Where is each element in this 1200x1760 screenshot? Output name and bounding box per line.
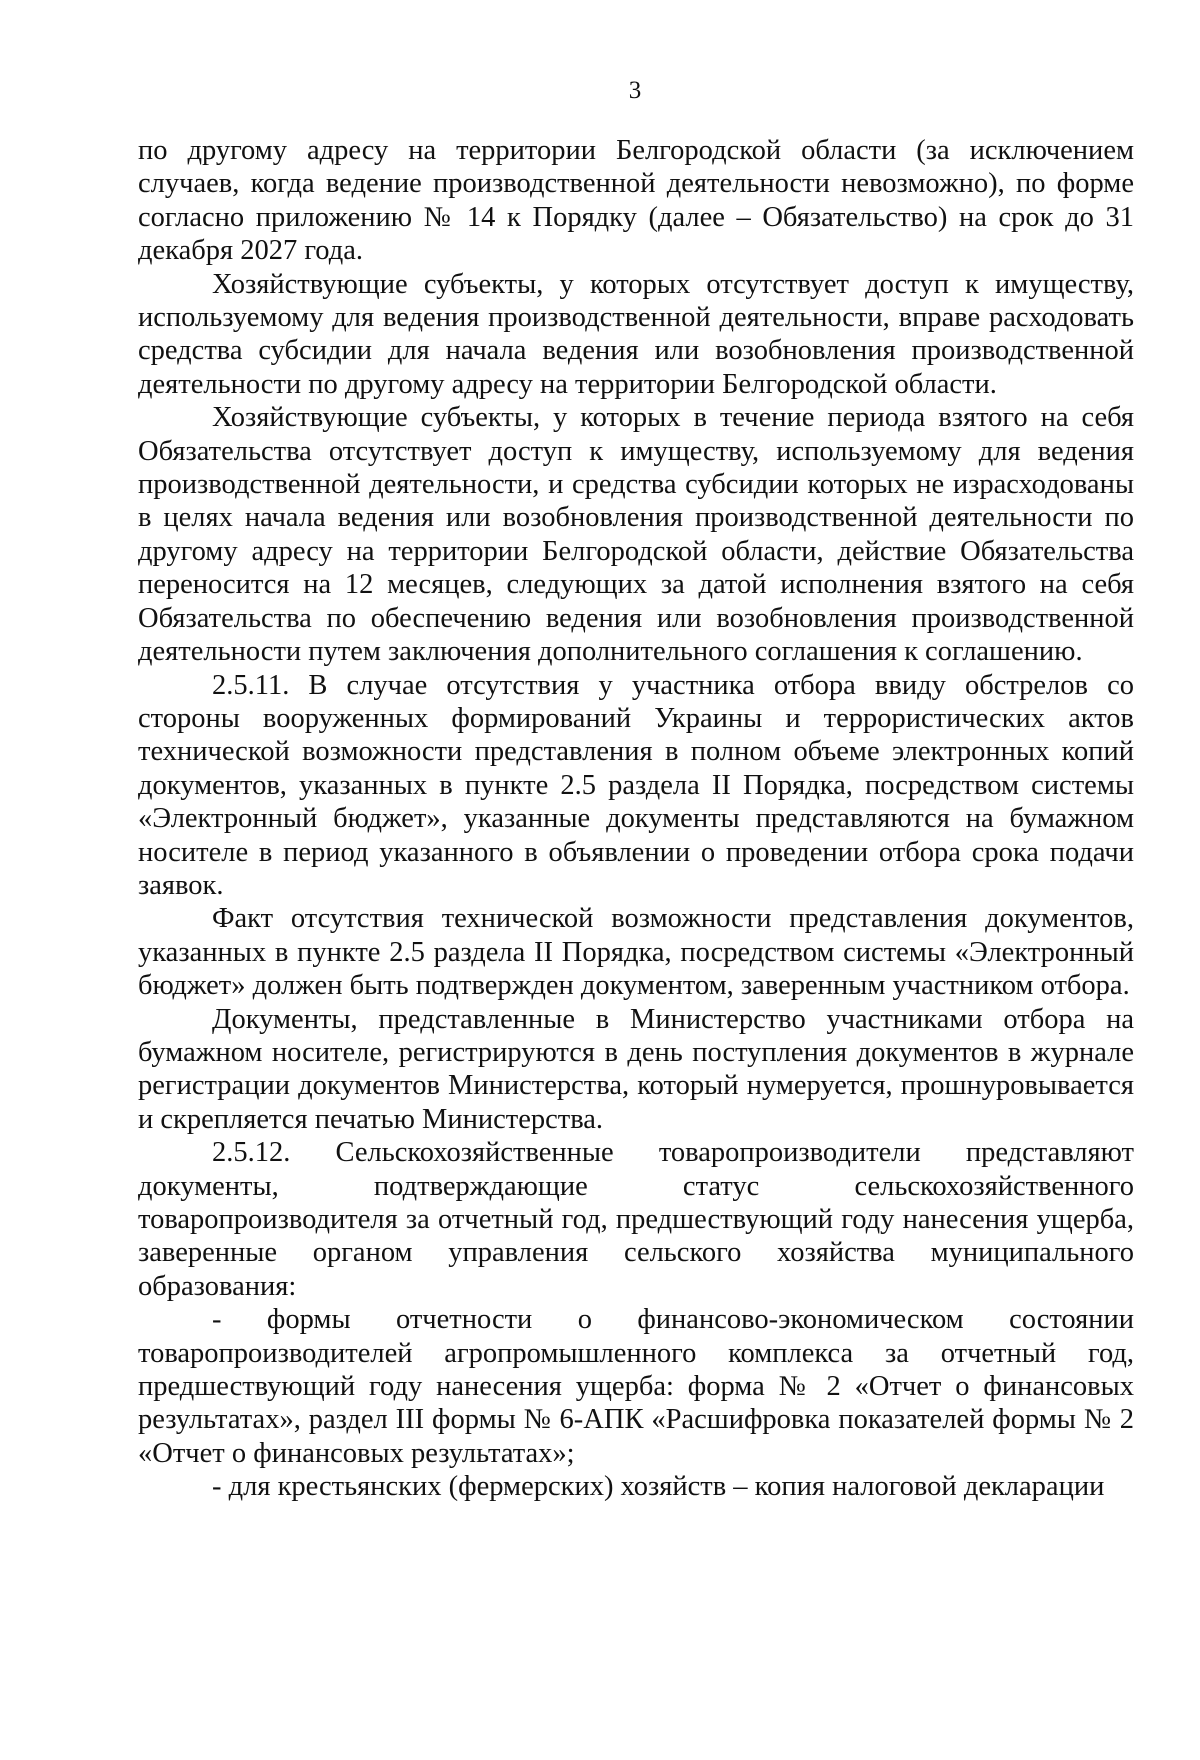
page-number: 3 — [628, 77, 642, 104]
paragraph-2-5-11: 2.5.11. В случае отсутствия у участника отбора ввиду обстрелов со стороны вооруженных формирований Украины и террористических актов технической возможности представления в полном объеме электронных копий документов, указанных в пункте 2.5 раздела II Порядка, посредством системы «Электронный бюджет», указанные документы представляются на бумажном носителе в период указанного в объявлении о проведении отбора срока подачи заявок. — [138, 669, 1134, 901]
paragraph-continuation: по другому адресу на территории Белгородской области (за исключением случаев, когда ведение производственной деятельности невозможно), по форме согласно приложению № 14 к Порядку (далее – Обязательство) на срок до 31 декабря 2027 года. — [138, 135, 1134, 267]
paragraph-technical-impossibility: Факт отсутствия технической возможности представления документов, указанных в пункте 2.5 раздела II Порядка, посредством системы «Электронный бюджет» должен быть подтвержден документом, заверенным участником отбора. — [138, 903, 1134, 1002]
list-item-reporting-forms: - формы отчетности о финансово-экономическом состоянии товаропроизводителей агропромышленного комплекса за отчетный год, предшествующий году нанесения ущерба: форма № 2 «Отчет о финансовых результатах», раздел III формы № 6-АПК «Расшифровка показателей формы № 2 «Отчет о финансовых результатах»; — [138, 1304, 1134, 1469]
document-body — [138, 134, 1134, 1504]
paragraph-obligation-extension: Хозяйствующие субъекты, у которых в течение периода взятого на себя Обязательства отсутствует доступ к имуществу, используемому для ведения производственной деятельности, и средства субсидии которых не израсходованы в целях начала ведения или возобновления производственной деятельности по другому адресу на территории Белгородской области, действие Обязательства переносится на 12 месяцев, следующих за датой исполнения взятого на себя Обязательства по обеспечению ведения или возобновления производственной деятельности путем заключения дополнительного соглашения к соглашению. — [138, 402, 1134, 668]
paragraph-2-5-12: 2.5.12. Сельскохозяйственные товаропроизводители представляют документы, подтверждающие статус сельскохозяйственного товаропроизводителя за отчетный год, предшествующий году нанесения ущерба, заверенные органом управления сельского хозяйства муниципального образования: — [138, 1137, 1134, 1302]
list-item-farm-households: - для крестьянских (фермерских) хозяйств – копия налоговой декларации — [212, 1471, 1105, 1503]
paragraph-paper-documents: Документы, представленные в Министерство участниками отбора на бумажном носителе, регистрируются в день поступления документов в журнале регистрации документов Министерства, который нумеруется, прошнуровывается и скрепляется печатью Министерства. — [138, 1003, 1134, 1135]
paragraph-no-access-property: Хозяйствующие субъекты, у которых отсутствует доступ к имуществу, используемому для ведения производственной деятельности, вправе расходовать средства субсидии для начала ведения или возобновления производственной деятельности по другому адресу на территории Белгородской области. — [138, 268, 1134, 400]
